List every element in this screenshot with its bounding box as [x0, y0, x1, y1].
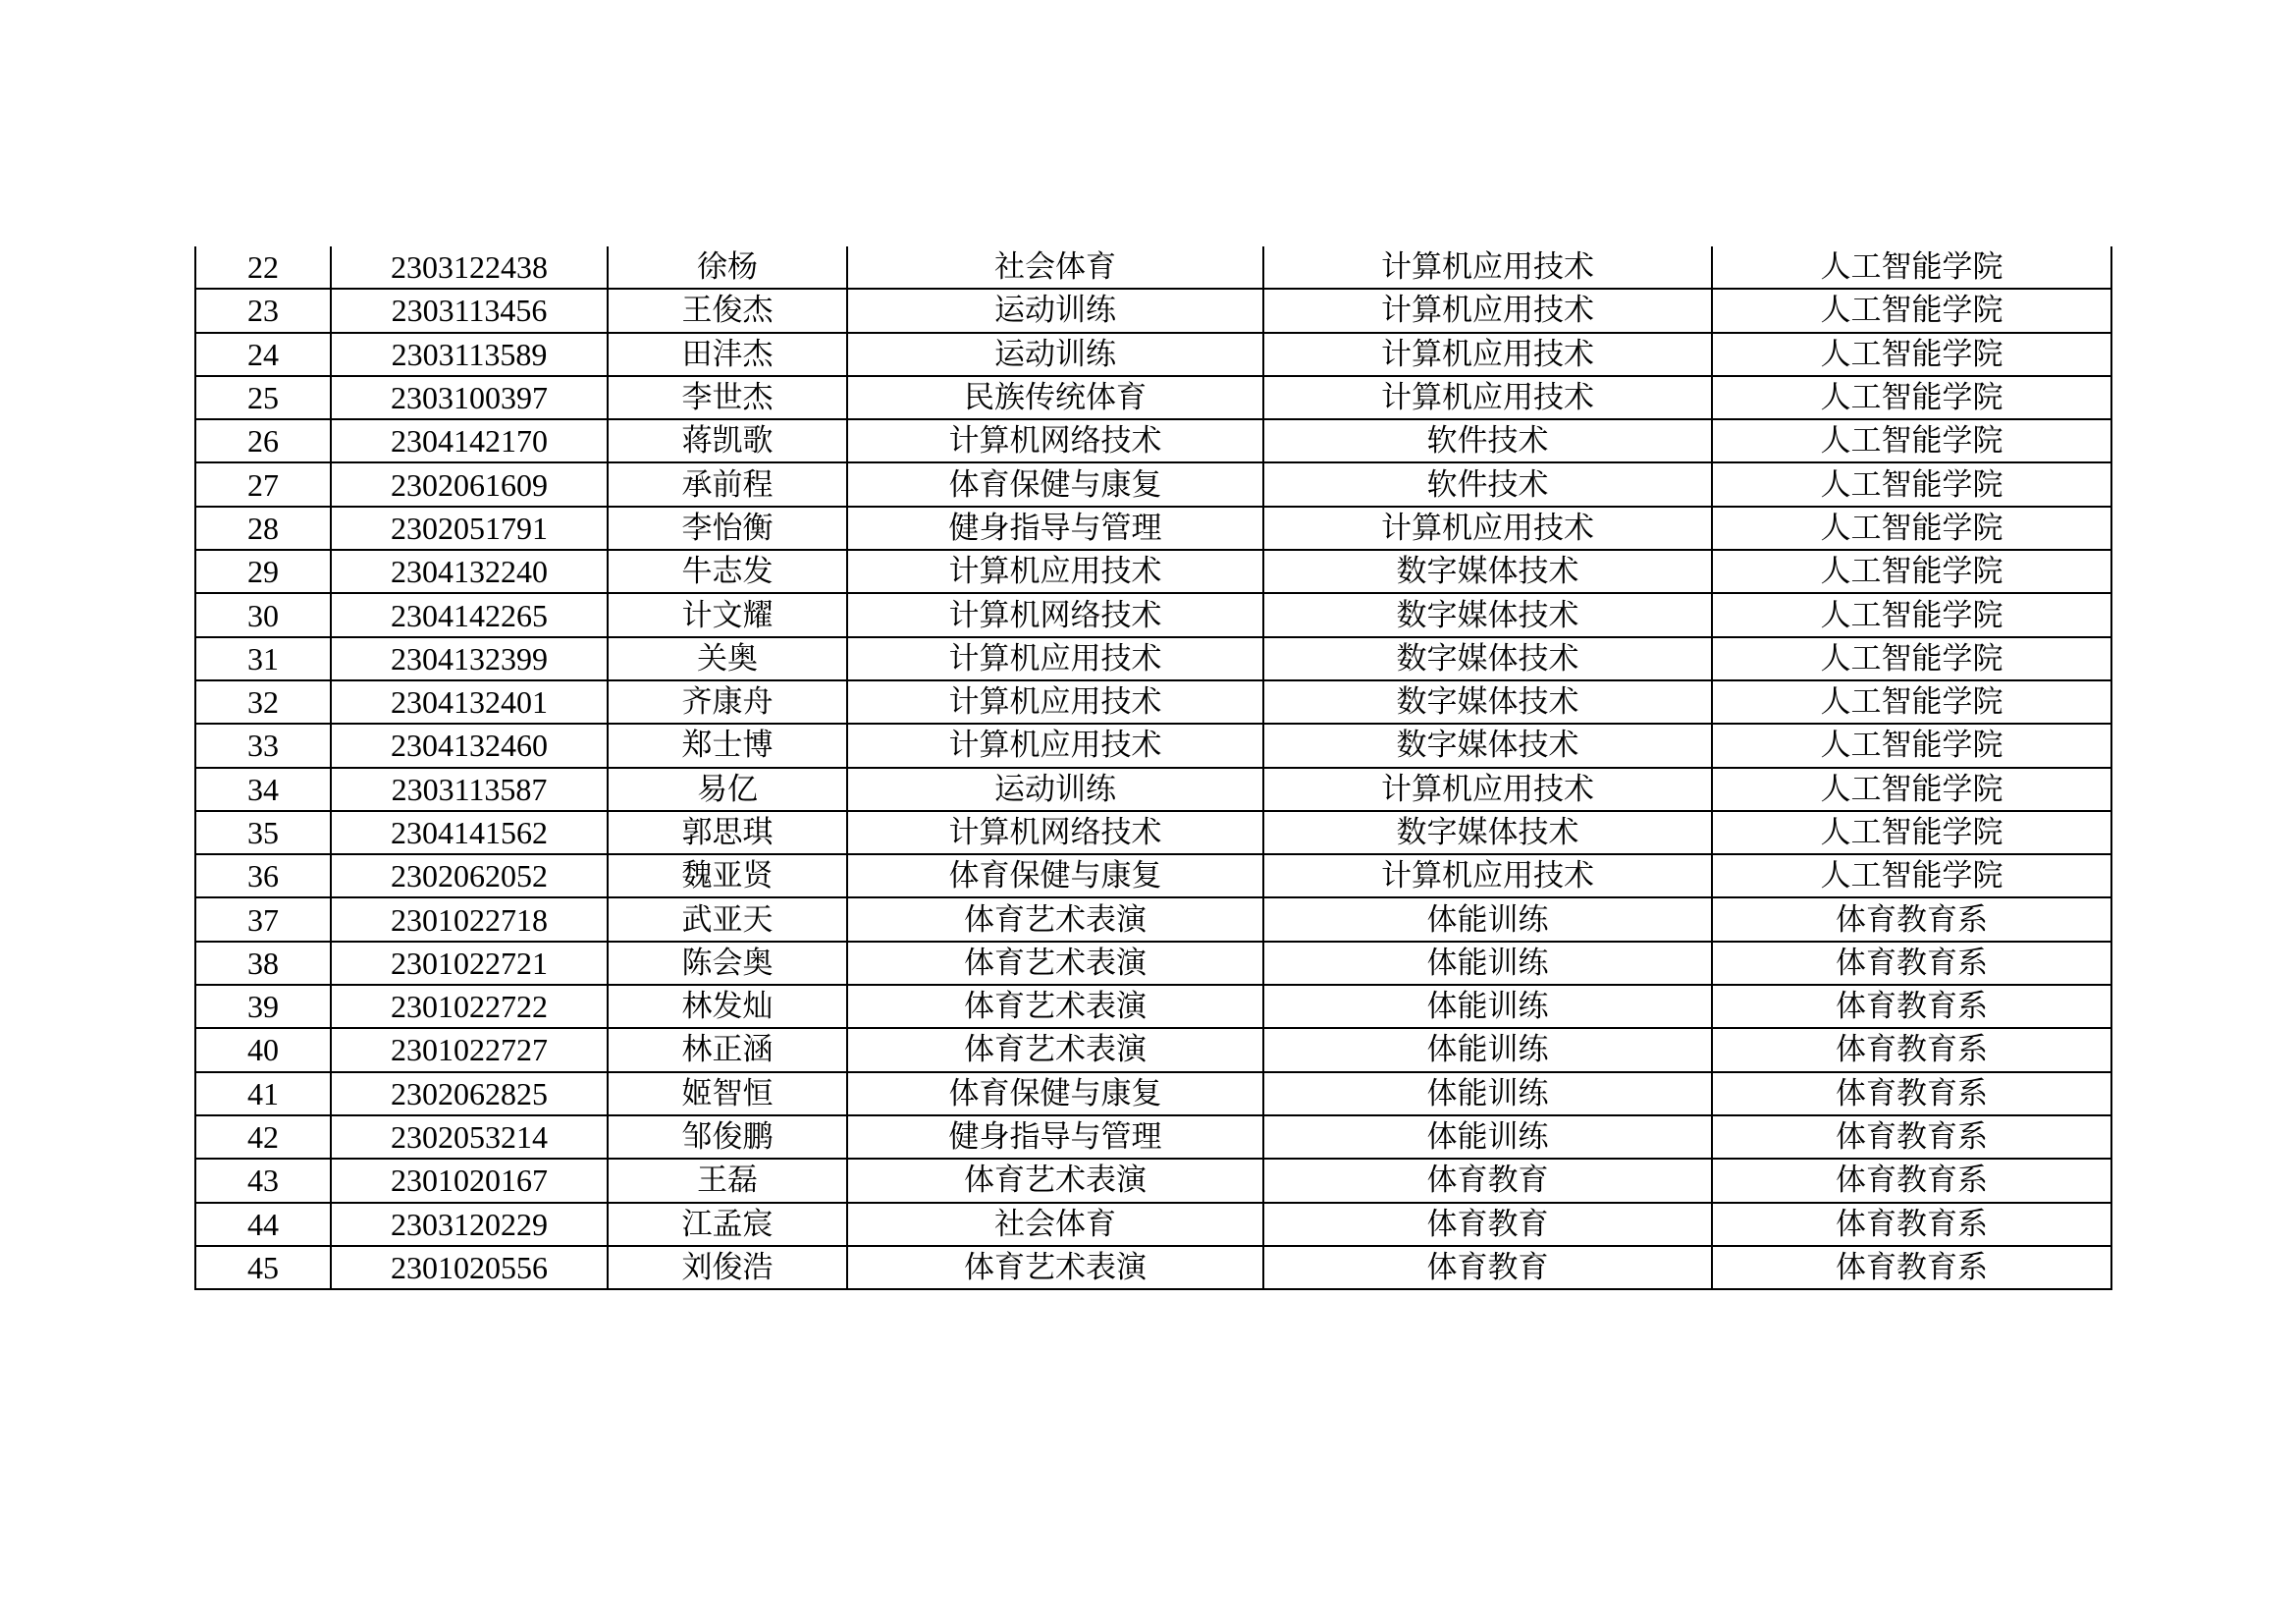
row-index: 39 — [195, 985, 331, 1028]
new-major: 体育教育 — [1263, 1203, 1712, 1246]
department: 体育教育系 — [1712, 985, 2111, 1028]
new-major: 体能训练 — [1263, 942, 1712, 985]
student-name: 蒋凯歌 — [608, 419, 847, 462]
new-major: 数字媒体技术 — [1263, 637, 1712, 680]
original-major: 计算机应用技术 — [847, 680, 1263, 724]
row-index: 30 — [195, 593, 331, 636]
table-row — [195, 1115, 2111, 1159]
row-index: 31 — [195, 637, 331, 680]
original-major: 体育艺术表演 — [847, 942, 1263, 985]
original-major: 计算机应用技术 — [847, 550, 1263, 593]
row-index: 44 — [195, 1203, 331, 1246]
row-index: 40 — [195, 1028, 331, 1071]
new-major: 体能训练 — [1263, 1115, 1712, 1159]
new-major: 体能训练 — [1263, 985, 1712, 1028]
original-major: 健身指导与管理 — [847, 507, 1263, 550]
new-major: 体能训练 — [1263, 1028, 1712, 1071]
student-id: 2304132240 — [331, 550, 608, 593]
new-major: 数字媒体技术 — [1263, 811, 1712, 854]
new-major: 数字媒体技术 — [1263, 680, 1712, 724]
student-table-body — [195, 246, 2111, 1289]
original-major: 体育艺术表演 — [847, 1159, 1263, 1202]
student-name: 林正涵 — [608, 1028, 847, 1071]
table-row — [195, 1028, 2111, 1071]
table-row — [195, 550, 2111, 593]
student-id: 2302062825 — [331, 1072, 608, 1115]
original-major: 社会体育 — [847, 1203, 1263, 1246]
original-major: 计算机网络技术 — [847, 593, 1263, 636]
original-major: 健身指导与管理 — [847, 1115, 1263, 1159]
table-row — [195, 724, 2111, 767]
student-id: 2301020167 — [331, 1159, 608, 1202]
new-major: 数字媒体技术 — [1263, 550, 1712, 593]
student-name: 牛志发 — [608, 550, 847, 593]
new-major: 计算机应用技术 — [1263, 376, 1712, 419]
student-name: 王磊 — [608, 1159, 847, 1202]
student-name: 陈会奥 — [608, 942, 847, 985]
department: 人工智能学院 — [1712, 419, 2111, 462]
student-id: 2302051791 — [331, 507, 608, 550]
original-major: 体育艺术表演 — [847, 1246, 1263, 1289]
student-id: 2304142170 — [331, 419, 608, 462]
student-name: 李怡衡 — [608, 507, 847, 550]
table-row — [195, 289, 2111, 332]
department: 人工智能学院 — [1712, 593, 2111, 636]
department: 体育教育系 — [1712, 1072, 2111, 1115]
department: 体育教育系 — [1712, 897, 2111, 941]
department: 人工智能学院 — [1712, 507, 2111, 550]
student-id: 2302053214 — [331, 1115, 608, 1159]
new-major: 数字媒体技术 — [1263, 724, 1712, 767]
table-row — [195, 1159, 2111, 1202]
department: 人工智能学院 — [1712, 550, 2111, 593]
table-row — [195, 462, 2111, 506]
table-row — [195, 985, 2111, 1028]
original-major: 运动训练 — [847, 768, 1263, 811]
student-name: 魏亚贤 — [608, 854, 847, 897]
row-index: 45 — [195, 1246, 331, 1289]
original-major: 民族传统体育 — [847, 376, 1263, 419]
original-major: 运动训练 — [847, 289, 1263, 332]
student-id: 2301022718 — [331, 897, 608, 941]
row-index: 34 — [195, 768, 331, 811]
department: 体育教育系 — [1712, 1028, 2111, 1071]
student-name: 林发灿 — [608, 985, 847, 1028]
student-id: 2302061609 — [331, 462, 608, 506]
row-index: 37 — [195, 897, 331, 941]
original-major: 计算机网络技术 — [847, 811, 1263, 854]
department: 体育教育系 — [1712, 1246, 2111, 1289]
original-major: 体育艺术表演 — [847, 985, 1263, 1028]
student-name: 易亿 — [608, 768, 847, 811]
department: 体育教育系 — [1712, 1115, 2111, 1159]
student-table — [194, 246, 2112, 1290]
department: 人工智能学院 — [1712, 462, 2111, 506]
department: 人工智能学院 — [1712, 289, 2111, 332]
original-major: 体育保健与康复 — [847, 462, 1263, 506]
original-major: 计算机网络技术 — [847, 419, 1263, 462]
student-id: 2303113587 — [331, 768, 608, 811]
table-row — [195, 593, 2111, 636]
student-id: 2301022722 — [331, 985, 608, 1028]
original-major: 社会体育 — [847, 246, 1263, 289]
student-table-container — [194, 246, 2110, 1290]
row-index: 22 — [195, 246, 331, 289]
new-major: 计算机应用技术 — [1263, 768, 1712, 811]
new-major: 计算机应用技术 — [1263, 246, 1712, 289]
student-id: 2301022721 — [331, 942, 608, 985]
table-row — [195, 942, 2111, 985]
original-major: 体育艺术表演 — [847, 897, 1263, 941]
student-id: 2303122438 — [331, 246, 608, 289]
table-row — [195, 897, 2111, 941]
row-index: 26 — [195, 419, 331, 462]
department: 体育教育系 — [1712, 1159, 2111, 1202]
row-index: 27 — [195, 462, 331, 506]
original-major: 计算机应用技术 — [847, 724, 1263, 767]
table-row — [195, 854, 2111, 897]
student-name: 承前程 — [608, 462, 847, 506]
table-row — [195, 811, 2111, 854]
table-row — [195, 419, 2111, 462]
table-row — [195, 1072, 2111, 1115]
row-index: 25 — [195, 376, 331, 419]
student-id: 2303113456 — [331, 289, 608, 332]
student-id: 2304142265 — [331, 593, 608, 636]
row-index: 38 — [195, 942, 331, 985]
department: 体育教育系 — [1712, 942, 2111, 985]
new-major: 计算机应用技术 — [1263, 507, 1712, 550]
table-row — [195, 1246, 2111, 1289]
department: 体育教育系 — [1712, 1203, 2111, 1246]
table-row — [195, 768, 2111, 811]
department: 人工智能学院 — [1712, 724, 2111, 767]
row-index: 35 — [195, 811, 331, 854]
department: 人工智能学院 — [1712, 854, 2111, 897]
student-id: 2304132460 — [331, 724, 608, 767]
department: 人工智能学院 — [1712, 637, 2111, 680]
department: 人工智能学院 — [1712, 376, 2111, 419]
student-id: 2303113589 — [331, 333, 608, 376]
original-major: 运动训练 — [847, 333, 1263, 376]
row-index: 32 — [195, 680, 331, 724]
row-index: 24 — [195, 333, 331, 376]
student-id: 2304141562 — [331, 811, 608, 854]
student-name: 齐康舟 — [608, 680, 847, 724]
row-index: 33 — [195, 724, 331, 767]
department: 人工智能学院 — [1712, 811, 2111, 854]
new-major: 体能训练 — [1263, 1072, 1712, 1115]
student-id: 2303120229 — [331, 1203, 608, 1246]
table-row — [195, 246, 2111, 289]
original-major: 计算机应用技术 — [847, 637, 1263, 680]
student-name: 计文耀 — [608, 593, 847, 636]
table-row — [195, 637, 2111, 680]
student-name: 郑士博 — [608, 724, 847, 767]
original-major: 体育保健与康复 — [847, 1072, 1263, 1115]
row-index: 36 — [195, 854, 331, 897]
student-id: 2303100397 — [331, 376, 608, 419]
row-index: 41 — [195, 1072, 331, 1115]
new-major: 软件技术 — [1263, 419, 1712, 462]
student-id: 2302062052 — [331, 854, 608, 897]
row-index: 28 — [195, 507, 331, 550]
department: 人工智能学院 — [1712, 333, 2111, 376]
table-row — [195, 680, 2111, 724]
new-major: 数字媒体技术 — [1263, 593, 1712, 636]
new-major: 软件技术 — [1263, 462, 1712, 506]
student-id: 2301020556 — [331, 1246, 608, 1289]
row-index: 42 — [195, 1115, 331, 1159]
student-id: 2301022727 — [331, 1028, 608, 1071]
table-row — [195, 376, 2111, 419]
table-row — [195, 507, 2111, 550]
new-major: 体育教育 — [1263, 1246, 1712, 1289]
student-name: 姬智恒 — [608, 1072, 847, 1115]
original-major: 体育保健与康复 — [847, 854, 1263, 897]
new-major: 计算机应用技术 — [1263, 854, 1712, 897]
new-major: 计算机应用技术 — [1263, 333, 1712, 376]
student-name: 邹俊鹏 — [608, 1115, 847, 1159]
table-row — [195, 333, 2111, 376]
new-major: 体育教育 — [1263, 1159, 1712, 1202]
department: 人工智能学院 — [1712, 768, 2111, 811]
student-name: 李世杰 — [608, 376, 847, 419]
department: 人工智能学院 — [1712, 246, 2111, 289]
student-name: 关奥 — [608, 637, 847, 680]
table-row — [195, 1203, 2111, 1246]
new-major: 计算机应用技术 — [1263, 289, 1712, 332]
student-name: 田沣杰 — [608, 333, 847, 376]
student-name: 王俊杰 — [608, 289, 847, 332]
student-name: 郭思琪 — [608, 811, 847, 854]
department: 人工智能学院 — [1712, 680, 2111, 724]
student-name: 江孟宸 — [608, 1203, 847, 1246]
student-name: 武亚天 — [608, 897, 847, 941]
student-id: 2304132401 — [331, 680, 608, 724]
new-major: 体能训练 — [1263, 897, 1712, 941]
row-index: 43 — [195, 1159, 331, 1202]
row-index: 29 — [195, 550, 331, 593]
student-name: 刘俊浩 — [608, 1246, 847, 1289]
row-index: 23 — [195, 289, 331, 332]
student-name: 徐杨 — [608, 246, 847, 289]
student-id: 2304132399 — [331, 637, 608, 680]
original-major: 体育艺术表演 — [847, 1028, 1263, 1071]
